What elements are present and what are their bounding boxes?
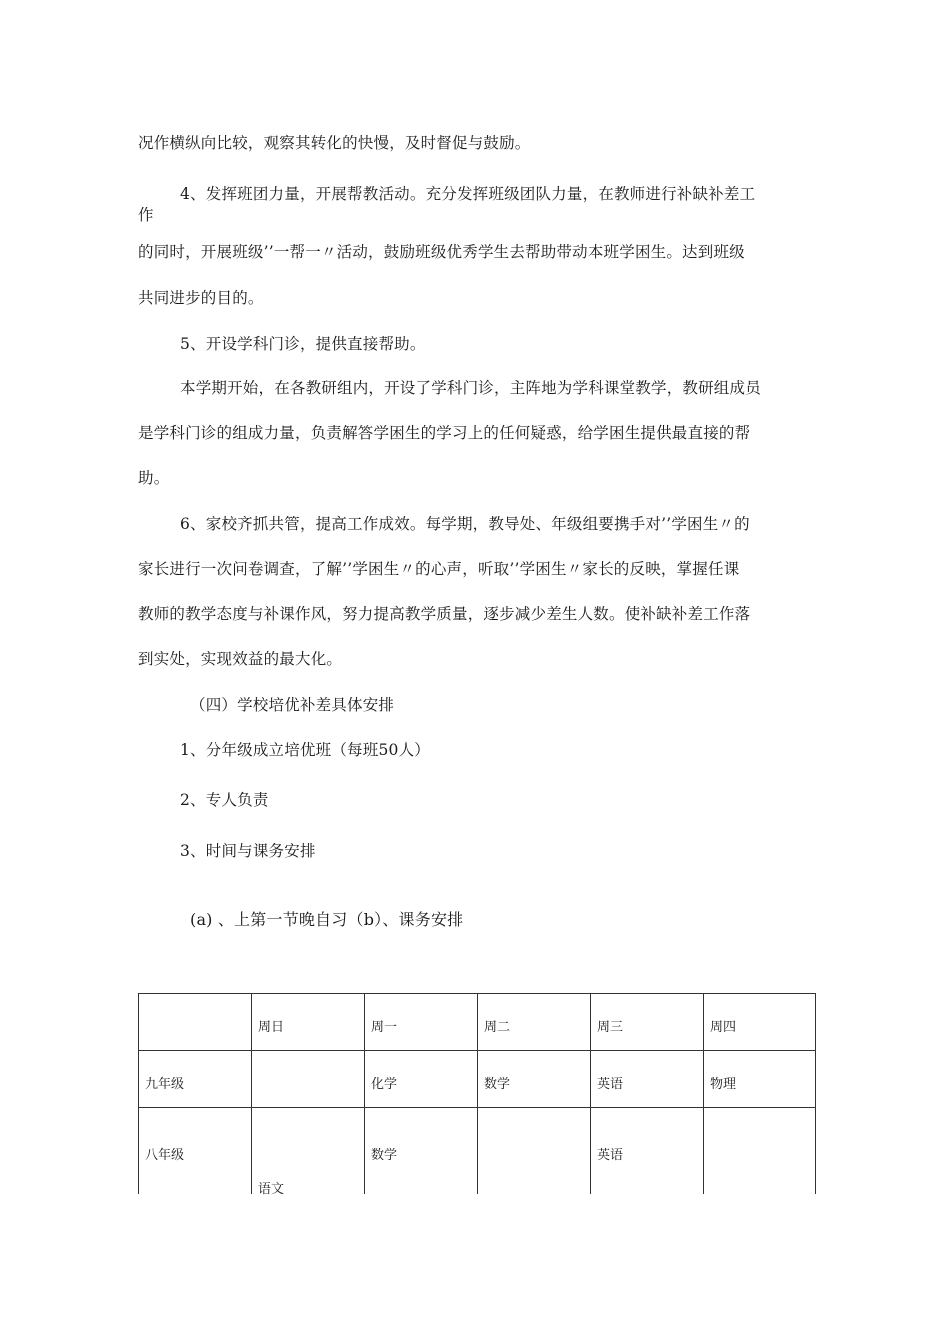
table-cell xyxy=(252,1051,365,1108)
paragraph-line: 的同时，开展班级’’一帮一〃活动，鼓励班级优秀学生去帮助带动本班学困生。达到班级 xyxy=(138,243,745,261)
table-cell xyxy=(365,1108,478,1195)
table-cell xyxy=(139,994,252,1051)
table-row xyxy=(139,1108,816,1195)
cell-text: 英语 xyxy=(597,1077,624,1092)
paragraph-line: 是学科门诊的组成力量，负责解答学困生的学习上的任何疑惑，给学困生提供最直接的帮 xyxy=(138,424,751,442)
list-item: 1、分年级成立培优班（每班50人） xyxy=(180,741,430,759)
paragraph-line: 本学期开始，在各教研组内，开设了学科门诊，主阵地为学科课堂教学，教研组成员 xyxy=(180,379,761,397)
table-cell xyxy=(139,1051,252,1108)
table-cell xyxy=(139,1108,252,1195)
table-cell xyxy=(591,1108,704,1195)
table-header-row xyxy=(139,994,816,1051)
paragraph-line: 教师的教学态度与补课作风，努力提高教学质量，逐步减少差生人数。使补缺补差工作落 xyxy=(138,605,751,623)
header-cell-text: 周一 xyxy=(371,1020,398,1035)
paragraph-line: 4、发挥班团力量，开展帮教活动。充分发挥班级团队力量，在教师进行补缺补差工 xyxy=(180,185,756,203)
cell-text: 英语 xyxy=(597,1148,624,1163)
row-label: 九年级 xyxy=(145,1077,185,1092)
header-cell-text: 周二 xyxy=(484,1020,511,1035)
cell-text: 化学 xyxy=(371,1077,398,1092)
table-cell xyxy=(704,1051,816,1108)
table-cell xyxy=(252,1108,365,1195)
table-row xyxy=(139,1051,816,1108)
schedule-table xyxy=(138,993,816,1197)
paragraph-line: 到实处，实现效益的最大化。 xyxy=(138,650,343,668)
header-cell-text: 周三 xyxy=(597,1020,624,1035)
table-cell xyxy=(478,994,591,1051)
section-heading: （四）学校培优补差具体安排 xyxy=(190,696,395,714)
paragraph-line: 5、开设学科门诊，提供直接帮助。 xyxy=(180,335,426,353)
paragraph-line: 况作横纵向比较，观察其转化的快慢，及时督促与鼓励。 xyxy=(138,134,531,152)
table-cell xyxy=(591,1051,704,1108)
paragraph-line: 家长进行一次问卷调查，了解’’学困生〃的心声，听取’’学困生〃家长的反映，掌握任课 xyxy=(138,560,740,578)
table-cell xyxy=(704,1108,816,1195)
table-cell xyxy=(252,994,365,1051)
list-item: 2、专人负责 xyxy=(180,791,269,809)
cell-text: 数学 xyxy=(484,1077,511,1092)
paragraph-line: 助。 xyxy=(138,469,170,487)
paragraph-line: 作 xyxy=(138,206,154,224)
row-label: 八年级 xyxy=(145,1148,185,1163)
table-cell xyxy=(704,994,816,1051)
list-item: 3、时间与课务安排 xyxy=(180,842,316,860)
paragraph-line: 6、家校齐抓共管，提高工作成效。每学期，教导处、年级组要携手对’’学困生〃的 xyxy=(180,515,750,533)
table-cell xyxy=(478,1108,591,1195)
table-cell xyxy=(591,994,704,1051)
cell-text: 语文 xyxy=(258,1182,285,1197)
header-cell-text: 周日 xyxy=(258,1020,285,1035)
table-cell xyxy=(365,1051,478,1108)
cell-text: 物理 xyxy=(710,1077,737,1092)
paragraph-line: 共同进步的目的。 xyxy=(138,289,264,307)
table-cell xyxy=(478,1051,591,1108)
table-cell xyxy=(365,994,478,1051)
header-cell-text: 周四 xyxy=(710,1020,737,1035)
cell-text: 数学 xyxy=(371,1148,398,1163)
table-caption: (a) 、上第一节晚自习（b）、课务安排 xyxy=(190,910,464,929)
